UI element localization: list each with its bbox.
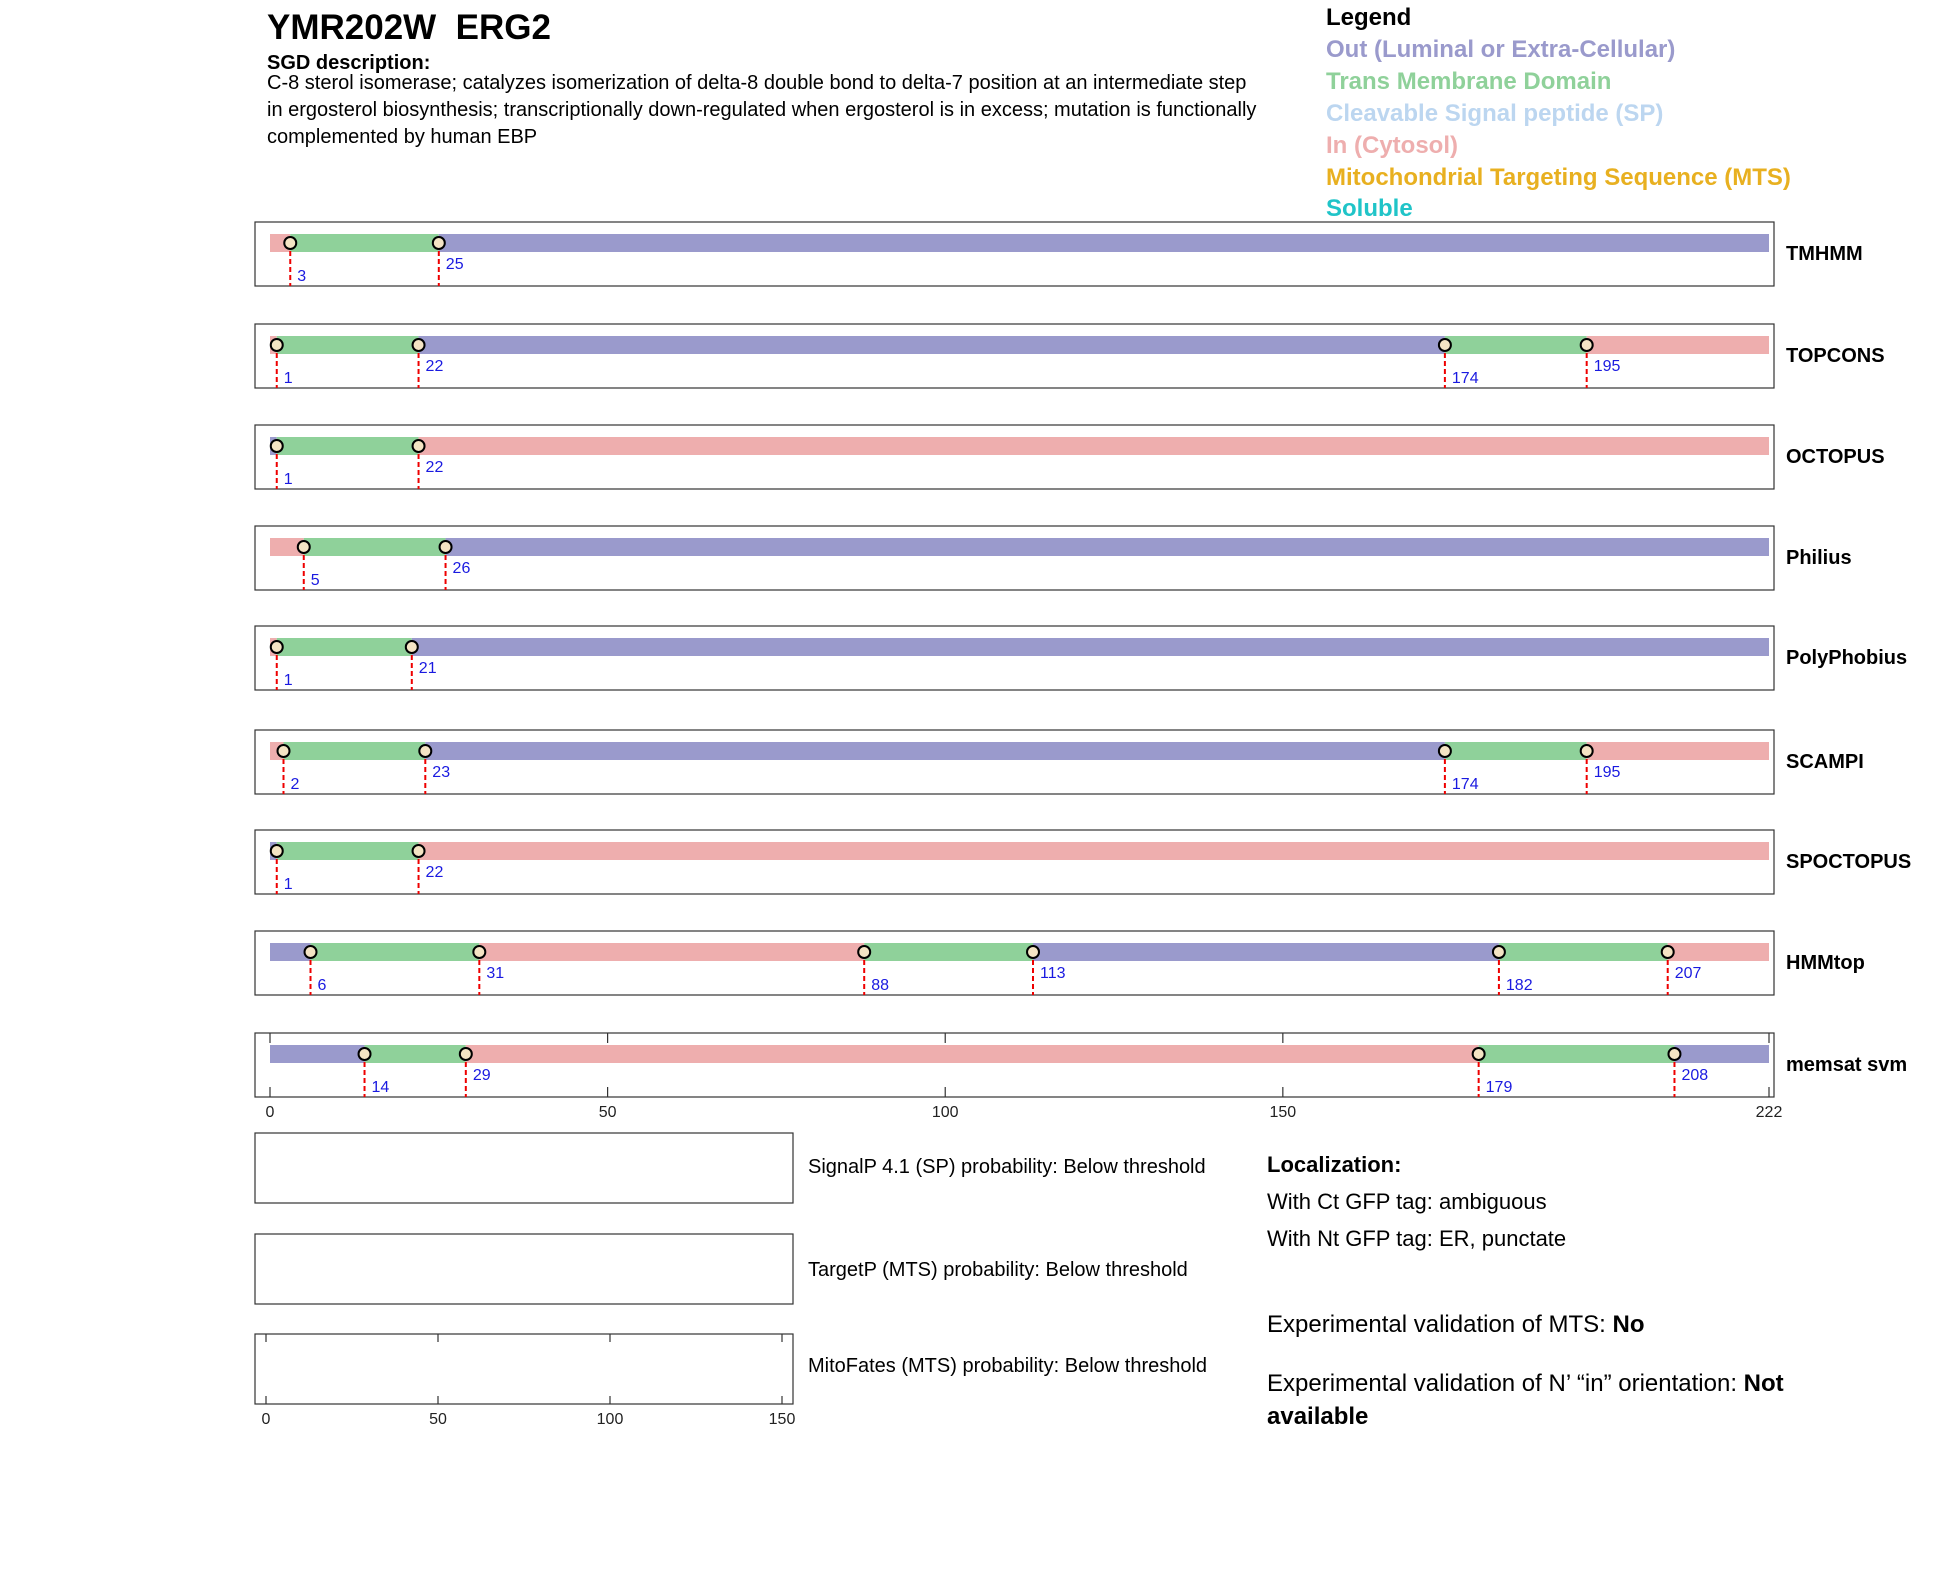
topology-segment: [419, 842, 1769, 860]
topology-segment: [1033, 943, 1499, 961]
boundary-label: 208: [1681, 1067, 1709, 1084]
boundary-marker: [419, 745, 431, 757]
topology-segment: [277, 437, 419, 455]
probability-panel: [255, 1133, 793, 1203]
boundary-label: 113: [1040, 965, 1066, 982]
topology-segment: [1674, 1045, 1769, 1063]
topology-segment: [446, 538, 1769, 556]
sgd-description: C-8 sterol isomerase; catalyzes isomerization of delta-8 double bond to delta-7 position at an intermediate step in ergosterol biosynthesis; transcriptionally down-regulated when ergosterol is in excess; mutation is functionally complemented by human EBP: [267, 72, 1257, 148]
boundary-label: 1: [283, 370, 293, 387]
topology-segment: [284, 742, 426, 760]
boundary-label: 14: [371, 1079, 390, 1096]
predictor-name: memsat svm: [1786, 1054, 1908, 1076]
boundary-label: 6: [317, 977, 327, 994]
track-frame: [255, 626, 1774, 690]
predictor-track: [255, 526, 1852, 590]
predictor-track: [255, 626, 1907, 690]
predictor-name: OCTOPUS: [1786, 446, 1885, 468]
topology-segment: [277, 638, 412, 656]
mts-validation-label: Experimental validation of MTS:: [1267, 1311, 1613, 1338]
predictor-name: TOPCONS: [1786, 345, 1885, 367]
track-frame: [255, 830, 1774, 894]
boundary-marker: [1493, 946, 1505, 958]
boundary-label: 5: [310, 572, 320, 589]
boundary-marker: [1439, 745, 1451, 757]
mts-validation: [1267, 1308, 1827, 1341]
predictor-name: HMMtop: [1786, 952, 1865, 974]
probability-panel: [255, 1334, 793, 1404]
track-frame: [255, 730, 1774, 794]
x-tick-label: 222: [1755, 1104, 1783, 1121]
topology-segment: [1445, 742, 1587, 760]
topology-segment: [270, 1045, 365, 1063]
topology-segment: [365, 1045, 466, 1063]
predictor-track: [255, 222, 1863, 286]
boundary-marker: [433, 237, 445, 249]
topology-segment: [1587, 742, 1769, 760]
topology-segment: [1668, 943, 1769, 961]
boundary-label: 195: [1593, 764, 1621, 781]
predictor-name: SCAMPI: [1786, 751, 1864, 773]
boundary-label: 1: [283, 672, 293, 689]
x-tick-label: 150: [1269, 1104, 1297, 1121]
boundary-label: 29: [472, 1067, 491, 1084]
predictor-track: [255, 931, 1865, 995]
boundary-marker: [278, 745, 290, 757]
boundary-marker: [473, 946, 485, 958]
legend-item-mts: Mitochondrial Targeting Sequence (MTS): [1326, 164, 1791, 191]
topology-segment: [277, 336, 419, 354]
predictor-track: [255, 830, 1911, 894]
track-frame: [255, 1033, 1774, 1097]
boundary-label: 1: [283, 471, 293, 488]
orientation-validation-label: Experimental validation of N’ “in” orientation:: [1267, 1370, 1744, 1397]
boundary-marker: [305, 946, 317, 958]
boundary-marker: [1439, 339, 1451, 351]
topology-segment: [1479, 1045, 1675, 1063]
mts-validation-value: No: [1612, 1311, 1645, 1338]
topology-segment: [1445, 336, 1587, 354]
topology-segment: [466, 1045, 1479, 1063]
x-tick-label: 50: [598, 1104, 617, 1121]
legend-item-out: Out (Luminal or Extra-Cellular): [1326, 36, 1676, 63]
boundary-label: 182: [1505, 977, 1533, 994]
boundary-label: 174: [1451, 370, 1479, 387]
boundary-label: 179: [1485, 1079, 1513, 1096]
targetp-label: TargetP (MTS) probability: Below threshold: [808, 1259, 1188, 1281]
track-frame: [255, 425, 1774, 489]
topology-segment: [412, 638, 1769, 656]
boundary-label: 22: [425, 358, 444, 375]
boundary-label: 1: [283, 876, 293, 893]
legend-item-in: In (Cytosol): [1326, 132, 1458, 159]
sgd-heading: SGD description:: [267, 52, 431, 74]
predictor-name: TMHMM: [1786, 243, 1863, 265]
boundary-label: 3: [297, 268, 307, 285]
boundary-label: 174: [1451, 776, 1479, 793]
localization-ct: With Ct GFP tag: ambiguous: [1267, 1189, 1547, 1214]
boundary-label: 22: [425, 459, 444, 476]
boundary-label: 207: [1674, 965, 1702, 982]
signalp-label: SignalP 4.1 (SP) probability: Below threshold: [808, 1156, 1206, 1178]
track-frame: [255, 222, 1774, 286]
boundary-marker: [1581, 339, 1593, 351]
orientation-validation-value: Not available: [1267, 1370, 1784, 1430]
track-frame: [255, 324, 1774, 388]
track-frame: [255, 526, 1774, 590]
localization-heading: Localization:: [1267, 1152, 1402, 1177]
boundary-marker: [271, 440, 283, 452]
boundary-marker: [858, 946, 870, 958]
predictor-track: [255, 1033, 1907, 1097]
boundary-marker: [1662, 946, 1674, 958]
predictor-track: [255, 730, 1864, 794]
boundary-marker: [284, 237, 296, 249]
boundary-marker: [271, 641, 283, 653]
localization-nt: With Nt GFP tag: ER, punctate: [1267, 1226, 1567, 1251]
topology-segment: [439, 234, 1769, 252]
topology-segment: [864, 943, 1033, 961]
boundary-marker: [413, 440, 425, 452]
legend-title: Legend: [1326, 4, 1412, 31]
boundary-marker: [1027, 946, 1039, 958]
predictor-name: SPOCTOPUS: [1786, 851, 1912, 873]
boundary-marker: [1668, 1048, 1680, 1060]
boundary-marker: [413, 339, 425, 351]
mitofates-label: MitoFates (MTS) probability: Below threshold: [808, 1355, 1208, 1377]
topology-segment: [479, 943, 864, 961]
boundary-label: 26: [452, 560, 471, 577]
boundary-label: 23: [432, 764, 451, 781]
topology-segment: [419, 336, 1445, 354]
boundary-marker: [406, 641, 418, 653]
topology-segment: [304, 538, 446, 556]
x-tick-label: 100: [931, 1104, 959, 1121]
boundary-marker: [298, 541, 310, 553]
topology-segment: [277, 842, 419, 860]
boundary-marker: [359, 1048, 371, 1060]
topology-segment: [290, 234, 439, 252]
boundary-label: 2: [290, 776, 300, 793]
boundary-label: 21: [418, 660, 437, 677]
boundary-label: 25: [445, 256, 464, 273]
predictor-track: [255, 324, 1885, 388]
legend-item-tm: Trans Membrane Domain: [1326, 68, 1612, 95]
prob-x-tick-label: 0: [261, 1411, 271, 1428]
boundary-marker: [271, 845, 283, 857]
boundary-label: 88: [871, 977, 889, 994]
prob-x-tick-label: 100: [596, 1411, 624, 1428]
boundary-label: 195: [1593, 358, 1621, 375]
topology-segment: [311, 943, 480, 961]
topology-segment: [1499, 943, 1668, 961]
predictor-name: PolyPhobius: [1786, 647, 1908, 669]
boundary-marker: [440, 541, 452, 553]
boundary-label: 22: [425, 864, 444, 881]
prob-x-tick-label: 150: [768, 1411, 796, 1428]
boundary-marker: [1581, 745, 1593, 757]
predictor-track: [255, 425, 1885, 489]
topology-segment: [419, 437, 1769, 455]
topology-segment: [1587, 336, 1769, 354]
boundary-label: 31: [486, 965, 505, 982]
prob-x-tick-label: 50: [429, 1411, 447, 1428]
probability-panel: [255, 1234, 793, 1304]
topology-segment: [425, 742, 1445, 760]
page-title: YMR202W ERG2: [267, 8, 551, 47]
orientation-validation: [1267, 1367, 1827, 1433]
predictor-name: Philius: [1786, 547, 1852, 569]
boundary-marker: [271, 339, 283, 351]
boundary-marker: [460, 1048, 472, 1060]
x-tick-label: 0: [265, 1104, 275, 1121]
legend-item-soluble: Soluble: [1326, 195, 1413, 222]
track-frame: [255, 931, 1774, 995]
boundary-marker: [1473, 1048, 1485, 1060]
legend-item-sp: Cleavable Signal peptide (SP): [1326, 100, 1664, 127]
boundary-marker: [413, 845, 425, 857]
